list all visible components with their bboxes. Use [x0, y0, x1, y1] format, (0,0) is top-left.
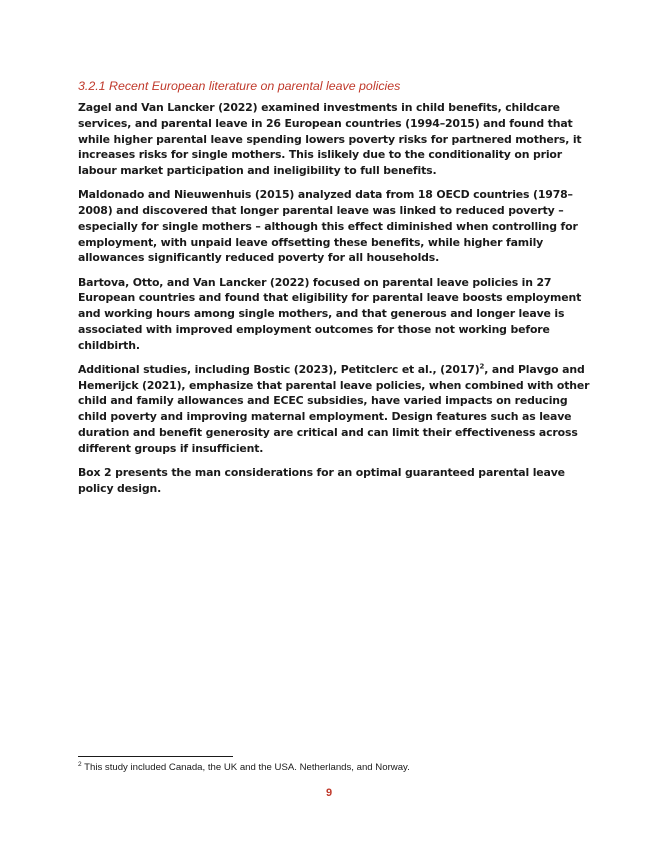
paragraph-box-2: Box 2 presents the man considerations for an optimal guaranteed parental leave policy design. — [78, 465, 565, 495]
footnote-text: This study included Canada, the UK and the USA. Netherlands, and Norway. — [81, 762, 410, 773]
page-number: 9 — [325, 787, 333, 799]
body-text — [78, 100, 596, 505]
footnote — [78, 762, 578, 773]
paragraph-additional-studies — [78, 362, 596, 457]
paragraph-zagel: Zagel and Van Lancker (2022) examined investments in child benefits, childcare services, and parental leave in 26 European countries (1994–2015) and found that while higher parental leave spending lowers poverty risks for partnered mothers, it increases risks for single mothers. This islikely due to the conditionality on prior labour market participation and ineligibility to full benefits. — [78, 101, 582, 178]
paragraph-text-after: , and Plavgo and Hemerijck (2021), emphasize that parental leave policies, when combined with other child and family allowances and ECEC subsidies, have varied impacts on reducing child poverty and improving maternal employment. Design features such as leave duration and benefit generosity are critical and can limit their effectiveness across different groups if insufficient. — [78, 362, 590, 455]
footnote-divider — [78, 756, 233, 757]
paragraph-text-before: Additional studies, including Bostic (2023), Petitclerc et al., (2017) — [78, 362, 480, 376]
section-heading: 3.2.1 Recent European literature on parental leave policies — [78, 79, 401, 93]
paragraph-bartova: Bartova, Otto, and Van Lancker (2022) focused on parental leave policies in 27 European countries and found that eligibility for parental leave boosts employment and working hours among single mothers, and that generous and longer leave is associated with improved employment outcomes for those not working before childbirth. — [78, 275, 582, 352]
footnote-reference[interactable]: 2 — [479, 362, 485, 371]
paragraph-maldonado: Maldonado and Nieuwenhuis (2015) analyzed data from 18 OECD countries (1978–2008) and discovered that longer parental leave was linked to reduced poverty – especially for single mothers – although this effect diminished when controlling for employment, with unpaid leave offsetting these benefits, while higher family allowances significantly reduced poverty for all households. — [78, 188, 578, 265]
footnote-marker: 2 — [78, 760, 82, 768]
